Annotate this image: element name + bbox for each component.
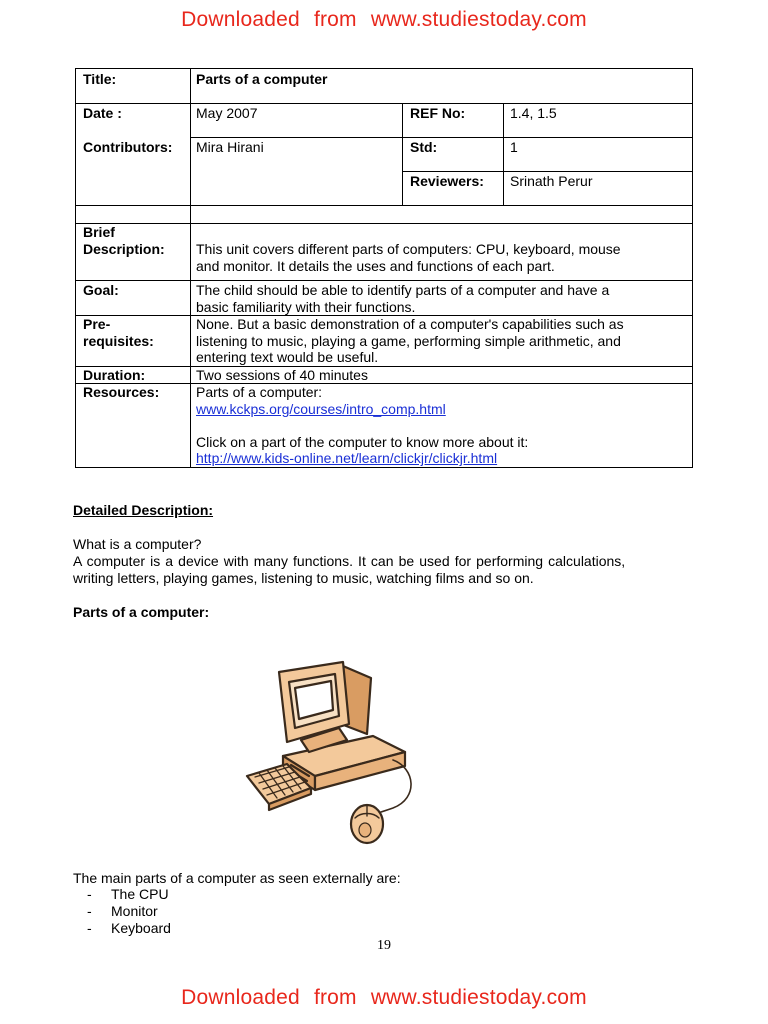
goal-label: Goal:: [83, 282, 119, 298]
main-parts-intro: The main parts of a computer as seen externally are:: [73, 870, 401, 886]
parts-list: [87, 886, 171, 937]
question-text: What is a computer?: [73, 536, 202, 552]
top-download-banner: [0, 8, 768, 32]
title-value: Parts of a computer: [196, 71, 328, 87]
date-label: Date :: [83, 105, 122, 121]
goal-text: The child should be able to identify parts of a computer and have a basic familiarity with their functions.: [196, 282, 610, 315]
resource-link-kckps[interactable]: www.kckps.org/courses/intro_comp.html: [196, 400, 446, 417]
parts-heading: Parts of a computer:: [73, 604, 210, 620]
list-item: - Monitor: [87, 903, 158, 919]
banner-url: www.studiestoday.com: [370, 986, 587, 1009]
resources-label: Resources:: [83, 384, 160, 400]
resource-caption: Parts of a computer:: [196, 384, 323, 400]
prerequisites-text: None. But a basic demonstration of a computer's capabilities such as listening to music, playing a game, performing simple arithmetic, and entering text would be useful.: [196, 316, 624, 365]
reviewers-value: Srinath Perur: [510, 173, 593, 189]
banner-url: www.studiestoday.com: [370, 8, 587, 31]
list-item: - Keyboard: [87, 920, 171, 936]
brief-label: Brief Description:: [83, 224, 165, 257]
reviewers-label: Reviewers:: [410, 173, 484, 189]
contributors-value: Mira Hirani: [196, 139, 264, 155]
std-value: 1: [510, 139, 518, 155]
contributors-label: Contributors:: [83, 139, 173, 155]
computer-clipart-icon: [243, 648, 423, 846]
answer-line: writing letters, playing games, listening to music, watching films and so on.: [73, 569, 534, 586]
ref-value: 1.4, 1.5: [510, 105, 557, 121]
std-label: Std:: [410, 139, 438, 155]
unit-info-table: [75, 68, 693, 468]
answer-paragraph: [73, 553, 694, 586]
banner-word: Downloaded: [181, 8, 300, 31]
answer-line: A computer is a device with many functions. It can be used for performing calculations,: [73, 553, 626, 569]
resources-content: [196, 384, 528, 467]
banner-word: from: [313, 986, 357, 1009]
page-number: 19: [377, 938, 391, 953]
duration-value: Two sessions of 40 minutes: [196, 367, 368, 383]
resource-caption: Click on a part of the computer to know more about it:: [196, 433, 529, 450]
title-label: Title:: [83, 71, 117, 87]
banner-word: from: [313, 8, 357, 31]
resource-link-kids-online[interactable]: http://www.kids-online.net/learn/clickjr/clickjr.html: [196, 450, 498, 466]
list-item: - The CPU: [87, 886, 169, 902]
ref-label: REF No:: [410, 105, 466, 121]
date-value: May 2007: [196, 105, 258, 121]
brief-description: This unit covers different parts of computers: CPU, keyboard, mouse and monitor. It details the uses and functions of each part.: [196, 241, 621, 274]
detailed-description-heading: Detailed Description:: [73, 502, 214, 518]
prerequisites-label: Pre- requisites:: [83, 316, 154, 349]
bottom-download-banner: [0, 986, 768, 1010]
banner-word: Downloaded: [181, 986, 300, 1009]
duration-label: Duration:: [83, 367, 146, 383]
